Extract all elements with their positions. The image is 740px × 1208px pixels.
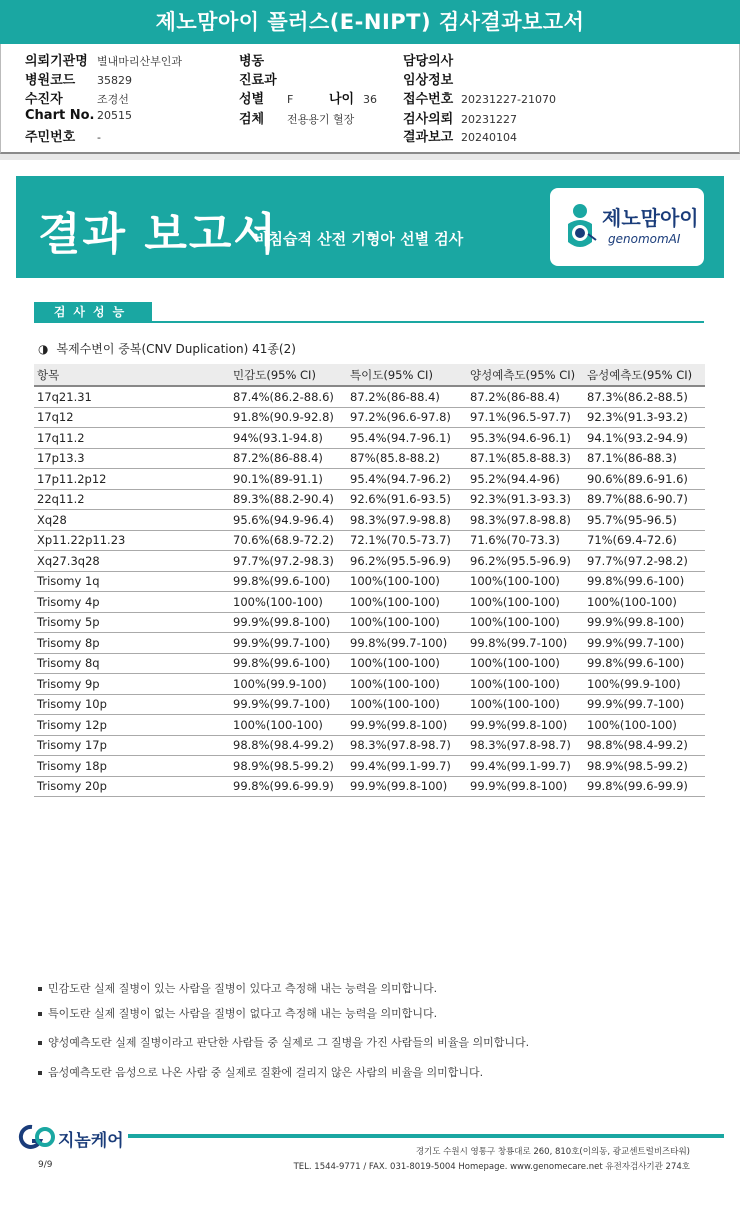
field-label: 의뢰기관명 (25, 54, 88, 69)
table-cell: 100%(100-100) (467, 571, 584, 592)
table-cell: 87.2%(86-88.4) (230, 448, 347, 469)
note-text: 특이도란 실제 질병이 없는 사람을 질병이 없다고 측정해 내는 능력을 의미합니다. (48, 1007, 438, 1020)
table-cell: 100%(100-100) (347, 694, 467, 715)
subsection-heading (38, 340, 296, 357)
section-tab-performance: 검사성능 (34, 302, 152, 322)
table-cell: 94.1%(93.2-94.9) (584, 428, 705, 449)
logo-name-ko: 제노맘아이 (602, 206, 699, 230)
table-cell: 97.7%(97.2-98.3) (230, 551, 347, 572)
table-cell: 100%(100-100) (347, 592, 467, 613)
field-label: 임상정보 (403, 73, 454, 88)
table-cell: 99.8%(99.7-100) (347, 633, 467, 654)
patient-field (239, 108, 354, 127)
table-cell: 100%(100-100) (347, 612, 467, 633)
table-row (34, 448, 705, 469)
page-number: 9/9 (38, 1160, 53, 1170)
table-row (34, 469, 705, 490)
table-row (34, 489, 705, 510)
patient-field (403, 69, 461, 88)
table-cell: 99.8%(99.6-99.9) (230, 776, 347, 797)
table-cell: 100%(100-100) (347, 653, 467, 674)
patient-field (403, 108, 517, 127)
logo-name-en: genomomAI (608, 232, 681, 246)
row-item-name: 17p11.2p12 (34, 469, 230, 490)
field-label: 병동 (239, 54, 265, 69)
patient-field (403, 126, 517, 145)
table-cell: 99.8%(99.6-100) (584, 571, 705, 592)
row-item-name: Trisomy 8p (34, 633, 230, 654)
table-cell: 99.9%(99.8-100) (467, 776, 584, 797)
table-cell: 87.1%(86-88.3) (584, 448, 705, 469)
field-value: 20231227-21070 (461, 93, 556, 106)
patient-field (239, 88, 293, 107)
table-cell: 96.2%(95.5-96.9) (467, 551, 584, 572)
table-cell: 95.3%(94.6-96.1) (467, 428, 584, 449)
table-cell: 99.9%(99.8-100) (347, 715, 467, 736)
table-cell: 98.9%(98.5-99.2) (230, 756, 347, 777)
note-text: 민감도란 실제 질병이 있는 사람을 질병이 있다고 측정해 내는 능력을 의미합니다. (48, 982, 438, 995)
field-label: 결과보고 (403, 130, 454, 145)
column-header: 특이도(95% CI) (347, 364, 467, 386)
table-row (34, 776, 705, 797)
patient-field (239, 69, 287, 88)
table-cell: 99.8%(99.6-100) (584, 653, 705, 674)
table-cell: 87.3%(86.2-88.5) (584, 386, 705, 407)
table-cell: 87.4%(86.2-88.6) (230, 386, 347, 407)
table-row (34, 386, 705, 407)
patient-field (239, 50, 287, 69)
table-cell: 89.7%(88.6-90.7) (584, 489, 705, 510)
bullet-icon (38, 1071, 42, 1075)
table-cell: 95.6%(94.9-96.4) (230, 510, 347, 531)
table-cell: 95.2%(94.4-96) (467, 469, 584, 490)
table-row (34, 551, 705, 572)
subsection-label: 복제수변이 중복(CNV Duplication) 41종(2) (56, 342, 296, 356)
field-label: 검사의뢰 (403, 112, 454, 127)
table-cell: 72.1%(70.5-73.7) (347, 530, 467, 551)
patient-field (25, 88, 129, 107)
table-cell: 99.4%(99.1-99.7) (467, 756, 584, 777)
field-label: 수진자 (25, 92, 63, 107)
table-cell: 99.4%(99.1-99.7) (347, 756, 467, 777)
row-item-name: 17q21.31 (34, 386, 230, 407)
banner-title: 결과 보고서 (38, 209, 278, 260)
field-label: 검체 (239, 112, 265, 127)
table-cell: 100%(100-100) (230, 592, 347, 613)
column-header: 양성예측도(95% CI) (467, 364, 584, 386)
table-cell: 99.9%(99.7-100) (230, 633, 347, 654)
table-row (34, 571, 705, 592)
field-value: 별내마리산부인과 (97, 55, 183, 68)
row-item-name: Trisomy 5p (34, 612, 230, 633)
field-value: 35829 (97, 74, 132, 87)
table-cell: 100%(100-100) (230, 715, 347, 736)
note-item (38, 1034, 529, 1051)
table-cell: 100%(100-100) (467, 592, 584, 613)
table-row (34, 674, 705, 695)
table-cell: 99.8%(99.6-100) (230, 653, 347, 674)
table-cell: 71%(69.4-72.6) (584, 530, 705, 551)
row-item-name: Xq28 (34, 510, 230, 531)
patient-info-panel (0, 44, 740, 154)
table-cell: 92.3%(91.3-93.2) (584, 407, 705, 428)
table-row (34, 653, 705, 674)
row-item-name: Trisomy 8q (34, 653, 230, 674)
table-cell: 98.9%(98.5-99.2) (584, 756, 705, 777)
table-cell: 100%(100-100) (584, 715, 705, 736)
table-cell: 70.6%(68.9-72.2) (230, 530, 347, 551)
note-item (38, 1064, 483, 1081)
table-cell: 71.6%(70-73.3) (467, 530, 584, 551)
column-header: 항목 (34, 364, 230, 386)
half-circle-icon: ◑ (38, 342, 49, 356)
table-cell: 99.8%(99.6-100) (230, 571, 347, 592)
table-row (34, 407, 705, 428)
footer-logo (18, 1124, 124, 1154)
table-cell: 100%(99.9-100) (584, 674, 705, 695)
table-row (34, 633, 705, 654)
field-label: 담당의사 (403, 54, 454, 69)
table-cell: 99.9%(99.8-100) (347, 776, 467, 797)
note-text: 음성예측도란 음성으로 나온 사람 중 실제로 질환에 걸리지 않은 사람의 비율을 의미합니다. (48, 1066, 484, 1079)
footer-divider (128, 1134, 724, 1138)
note-item (38, 980, 437, 997)
row-item-name: Trisomy 18p (34, 756, 230, 777)
table-row (34, 694, 705, 715)
table-cell: 98.3%(97.8-98.7) (347, 735, 467, 756)
table-cell: 94%(93.1-94.8) (230, 428, 347, 449)
table-cell: 100%(100-100) (467, 612, 584, 633)
table-row (34, 735, 705, 756)
column-header: 음성예측도(95% CI) (584, 364, 705, 386)
footer-contact: TEL. 1544-9771 / FAX. 031-8019-5004 Homepage. www.genomecare.net 유전자검사기관 274호 (293, 1162, 690, 1172)
patient-field (403, 88, 556, 107)
table-cell: 90.6%(89.6-91.6) (584, 469, 705, 490)
table-cell: 99.8%(99.7-100) (467, 633, 584, 654)
table-row (34, 612, 705, 633)
table-cell: 99.9%(99.7-100) (230, 694, 347, 715)
table-cell: 97.7%(97.2-98.2) (584, 551, 705, 572)
row-item-name: Trisomy 17p (34, 735, 230, 756)
row-item-name: 17p13.3 (34, 448, 230, 469)
table-row (34, 756, 705, 777)
bullet-icon (38, 1012, 42, 1016)
row-item-name: Trisomy 4p (34, 592, 230, 613)
footer-company-name: 지놈케어 (58, 1131, 124, 1151)
table-row (34, 510, 705, 531)
row-item-name: Trisomy 9p (34, 674, 230, 695)
table-cell: 92.3%(91.3-93.3) (467, 489, 584, 510)
section-divider (34, 321, 704, 323)
table-cell: 87%(85.8-88.2) (347, 448, 467, 469)
patient-field (25, 69, 132, 88)
bullet-icon (38, 1041, 42, 1045)
table-header-row (34, 364, 705, 386)
table-cell: 99.9%(99.8-100) (467, 715, 584, 736)
table-cell: 99.9%(99.8-100) (584, 612, 705, 633)
report-title: 제노맘아이 플러스(E-NIPT) 검사결과보고서 (0, 0, 740, 44)
field-label: 진료과 (239, 73, 277, 88)
table-cell: 92.6%(91.6-93.5) (347, 489, 467, 510)
table-cell: 89.3%(88.2-90.4) (230, 489, 347, 510)
table-cell: 100%(100-100) (467, 694, 584, 715)
note-text: 양성예측도란 실제 질병이라고 판단한 사람들 중 실제로 그 질병을 가진 사람들의 비율을 의미합니다. (48, 1036, 530, 1049)
table-cell: 99.9%(99.7-100) (584, 633, 705, 654)
genomom-logo (550, 188, 704, 266)
table-cell: 100%(99.9-100) (230, 674, 347, 695)
panel-shadow (0, 154, 740, 160)
field-label: Chart No. (25, 108, 95, 123)
table-cell: 91.8%(90.9-92.8) (230, 407, 347, 428)
field-value: 20515 (97, 109, 132, 122)
genomecare-logo-icon (18, 1124, 56, 1150)
field-value: 조경선 (97, 93, 129, 106)
footer-address: 경기도 수원시 영통구 창룡대로 260, 810호(이의동, 광교센트럴비즈타워) (415, 1147, 690, 1157)
field-value: 36 (363, 93, 377, 106)
field-value: 전용용기 혈장 (287, 113, 355, 126)
row-item-name: 17q12 (34, 407, 230, 428)
patient-field (25, 126, 101, 145)
table-row (34, 428, 705, 449)
table-cell: 98.8%(98.4-99.2) (230, 735, 347, 756)
patient-field (403, 50, 461, 69)
field-value: 20231227 (461, 113, 517, 126)
row-item-name: Xp11.22p11.23 (34, 530, 230, 551)
note-item (38, 1005, 437, 1022)
field-label: 성별 (239, 92, 265, 107)
banner-subtitle: 비침습적 산전 기형아 선별 검사 (254, 230, 464, 248)
row-item-name: Trisomy 12p (34, 715, 230, 736)
table-cell: 100%(100-100) (467, 674, 584, 695)
table-cell: 99.8%(99.6-99.9) (584, 776, 705, 797)
table-cell: 87.2%(86-88.4) (347, 386, 467, 407)
row-item-name: Xq27.3q28 (34, 551, 230, 572)
field-label: 주민번호 (25, 130, 76, 145)
result-banner (16, 176, 724, 278)
table-cell: 100%(100-100) (467, 653, 584, 674)
table-cell: 98.8%(98.4-99.2) (584, 735, 705, 756)
table-cell: 87.1%(85.8-88.3) (467, 448, 584, 469)
table-cell: 98.3%(97.8-98.8) (467, 510, 584, 531)
table-cell: 98.3%(97.8-98.7) (467, 735, 584, 756)
row-item-name: 17q11.2 (34, 428, 230, 449)
column-header: 민감도(95% CI) (230, 364, 347, 386)
table-cell: 100%(100-100) (347, 571, 467, 592)
table-cell: 98.3%(97.9-98.8) (347, 510, 467, 531)
table-cell: 100%(100-100) (347, 674, 467, 695)
table-cell: 95.7%(95-96.5) (584, 510, 705, 531)
performance-table (34, 364, 705, 797)
field-value: F (287, 93, 294, 106)
field-value: 20240104 (461, 131, 517, 144)
table-cell: 97.2%(96.6-97.8) (347, 407, 467, 428)
patient-field (25, 108, 132, 123)
mother-baby-icon (562, 202, 598, 252)
table-cell: 95.4%(94.7-96.2) (347, 469, 467, 490)
field-value: - (97, 131, 101, 144)
table-row (34, 530, 705, 551)
row-item-name: 22q11.2 (34, 489, 230, 510)
patient-field (329, 88, 377, 107)
table-cell: 99.9%(99.7-100) (584, 694, 705, 715)
row-item-name: Trisomy 1q (34, 571, 230, 592)
table-row (34, 715, 705, 736)
table-cell: 90.1%(89-91.1) (230, 469, 347, 490)
table-cell: 87.2%(86-88.4) (467, 386, 584, 407)
table-cell: 96.2%(95.5-96.9) (347, 551, 467, 572)
table-cell: 99.9%(99.8-100) (230, 612, 347, 633)
table-cell: 95.4%(94.7-96.1) (347, 428, 467, 449)
row-item-name: Trisomy 20p (34, 776, 230, 797)
field-label: 나이 (329, 92, 355, 107)
table-cell: 97.1%(96.5-97.7) (467, 407, 584, 428)
bullet-icon (38, 987, 42, 991)
table-row (34, 592, 705, 613)
table-cell: 100%(100-100) (584, 592, 705, 613)
patient-field (25, 50, 182, 69)
row-item-name: Trisomy 10p (34, 694, 230, 715)
field-label: 병원코드 (25, 73, 76, 88)
field-label: 접수번호 (403, 92, 454, 107)
